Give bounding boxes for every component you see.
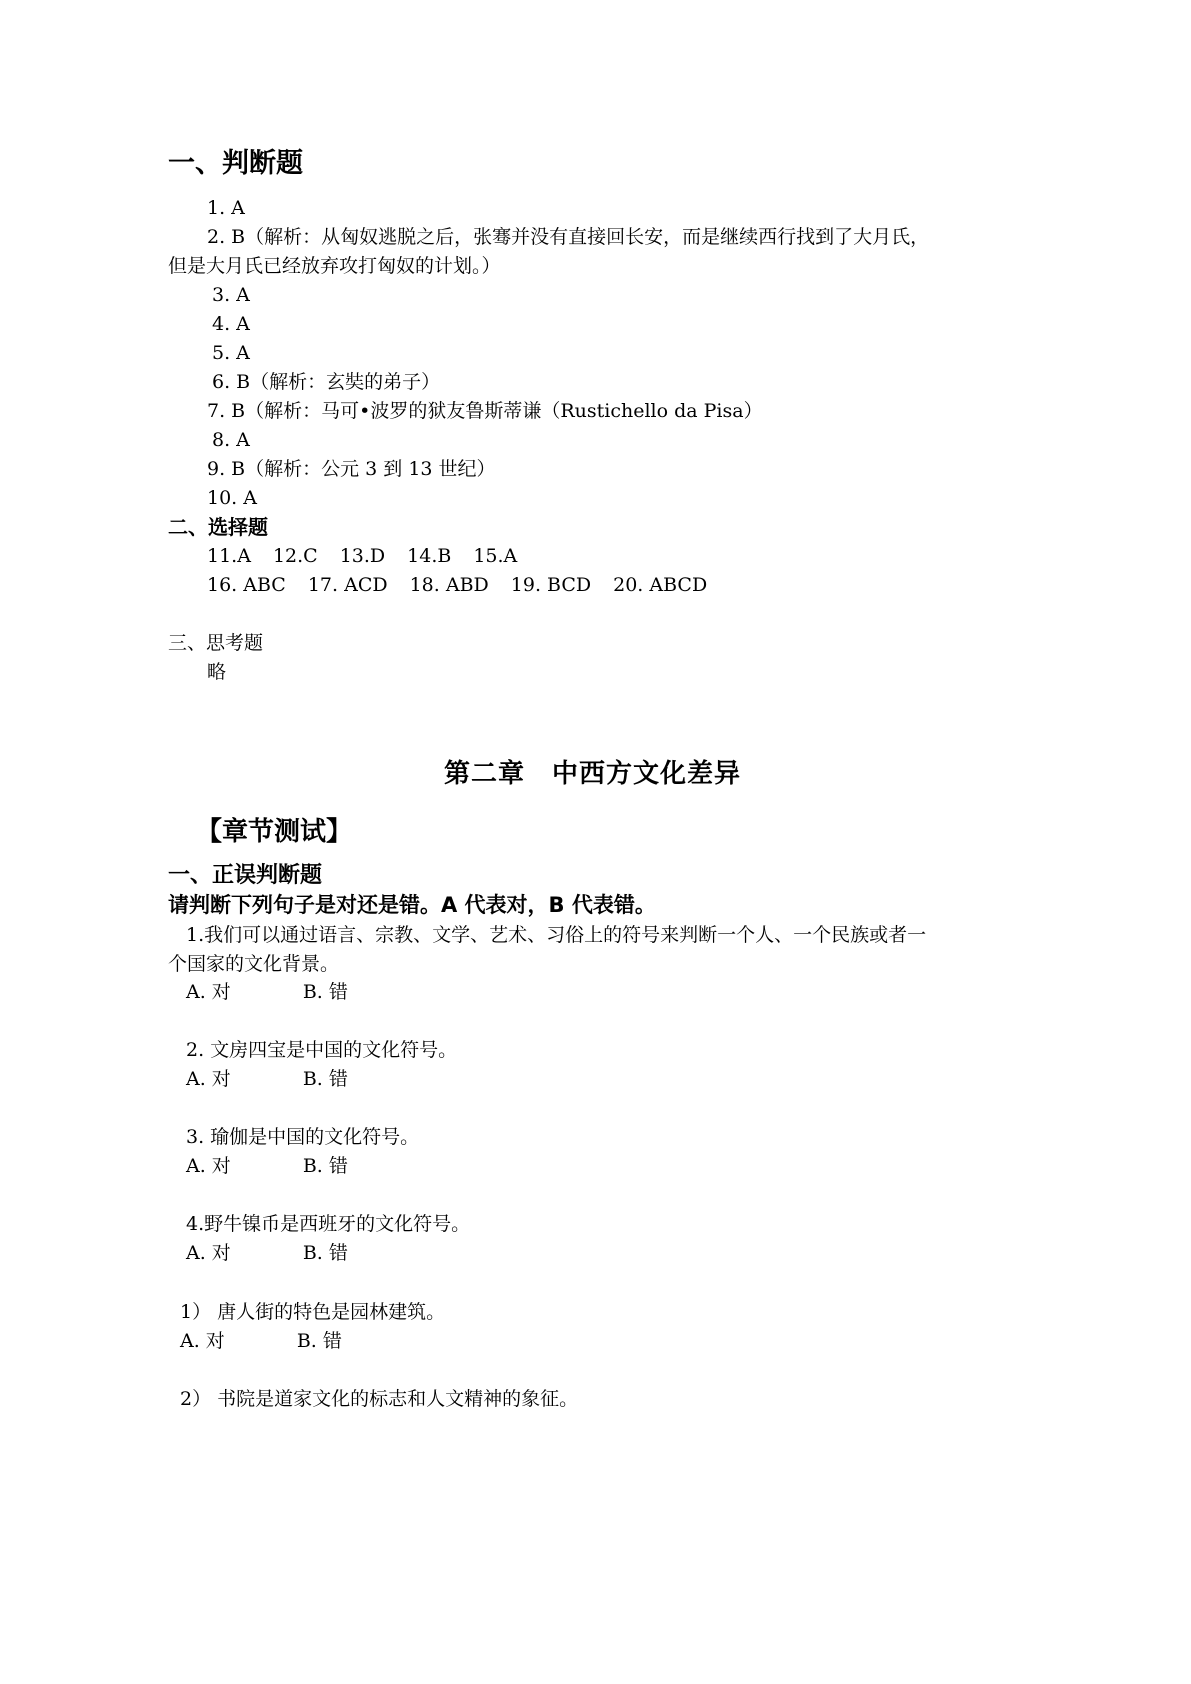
judge-answer-7: 7. B（解析：马可•波罗的狱友鲁斯蒂谦（Rustichello da Pisa） xyxy=(207,400,763,422)
option-b[interactable]: B. 错 xyxy=(302,981,348,1003)
judge-answer-2-cont: 但是大月氏已经放弃攻打匈奴的计划。） xyxy=(168,255,501,277)
choice-answer: 17. ACD xyxy=(307,574,388,596)
choice-answer: 11.A xyxy=(207,545,251,567)
question-1-text: 1.我们可以通过语言、宗教、文学、艺术、习俗上的符号来判断一个人、一个民族或者一 xyxy=(186,924,927,946)
question-2-options xyxy=(186,1067,348,1091)
question-1-text-cont: 个国家的文化背景。 xyxy=(168,953,340,975)
think-heading: 三、思考题 xyxy=(168,632,264,654)
judge-answer-5: 5. A xyxy=(212,342,250,364)
choice-answer: 20. ABCD xyxy=(613,574,708,596)
question-sub-1-options xyxy=(180,1329,342,1353)
question-4-options xyxy=(186,1241,348,1265)
option-b[interactable]: B. 错 xyxy=(296,1330,342,1352)
question-sub-1-text: 1） 唐人街的特色是园林建筑。 xyxy=(180,1301,446,1323)
choice-answer: 16. ABC xyxy=(207,574,286,596)
choice-row-2 xyxy=(207,573,707,597)
judge-answer-6: 6. B（解析：玄奘的弟子） xyxy=(212,371,441,393)
choice-answer: 13.D xyxy=(339,545,386,567)
option-b[interactable]: B. 错 xyxy=(302,1068,348,1090)
option-b[interactable]: B. 错 xyxy=(302,1242,348,1264)
choice-answer: 14.B xyxy=(407,545,452,567)
tf-heading: 一、正误判断题 xyxy=(168,863,323,888)
choice-row-1 xyxy=(207,544,517,568)
question-sub-2-text: 2） 书院是道家文化的标志和人文精神的象征。 xyxy=(180,1388,579,1410)
chapter-title: 第二章 中西方文化差异 xyxy=(444,759,742,789)
option-a[interactable]: A. 对 xyxy=(186,1242,231,1264)
section-title: 【章节测试】 xyxy=(196,817,353,847)
question-1-options xyxy=(186,980,348,1004)
choice-answer: 12.C xyxy=(272,545,318,567)
option-a[interactable]: A. 对 xyxy=(180,1330,225,1352)
question-4-text: 4.野牛镍币是西班牙的文化符号。 xyxy=(186,1213,471,1235)
judge-answer-9: 9. B（解析：公元 3 到 13 世纪） xyxy=(207,458,496,480)
think-answer: 略 xyxy=(207,661,227,683)
choice-answer: 19. BCD xyxy=(510,574,592,596)
judge-answer-8: 8. A xyxy=(212,429,250,451)
option-a[interactable]: A. 对 xyxy=(186,1155,231,1177)
option-a[interactable]: A. 对 xyxy=(186,981,231,1003)
judge-answer-3: 3. A xyxy=(212,284,250,306)
question-3-options xyxy=(186,1154,348,1178)
question-3-text: 3. 瑜伽是中国的文化符号。 xyxy=(186,1126,420,1148)
option-b[interactable]: B. 错 xyxy=(302,1155,348,1177)
judge-heading: 一、判断题 xyxy=(168,148,303,179)
option-a[interactable]: A. 对 xyxy=(186,1068,231,1090)
judge-answer-1: 1. A xyxy=(207,197,245,219)
choice-heading: 二、选择题 xyxy=(168,515,268,539)
judge-answer-2: 2. B（解析：从匈奴逃脱之后，张骞并没有直接回长安，而是继续西行找到了大月氏， xyxy=(207,226,930,248)
judge-answer-10: 10. A xyxy=(207,487,257,509)
judge-answer-4: 4. A xyxy=(212,313,250,335)
tf-instruction: 请判断下列句子是对还是错。A 代表对，B 代表错。 xyxy=(168,893,656,917)
choice-answer: 18. ABD xyxy=(409,574,489,596)
question-2-text: 2. 文房四宝是中国的文化符号。 xyxy=(186,1039,458,1061)
choice-answer: 15.A xyxy=(473,545,518,567)
